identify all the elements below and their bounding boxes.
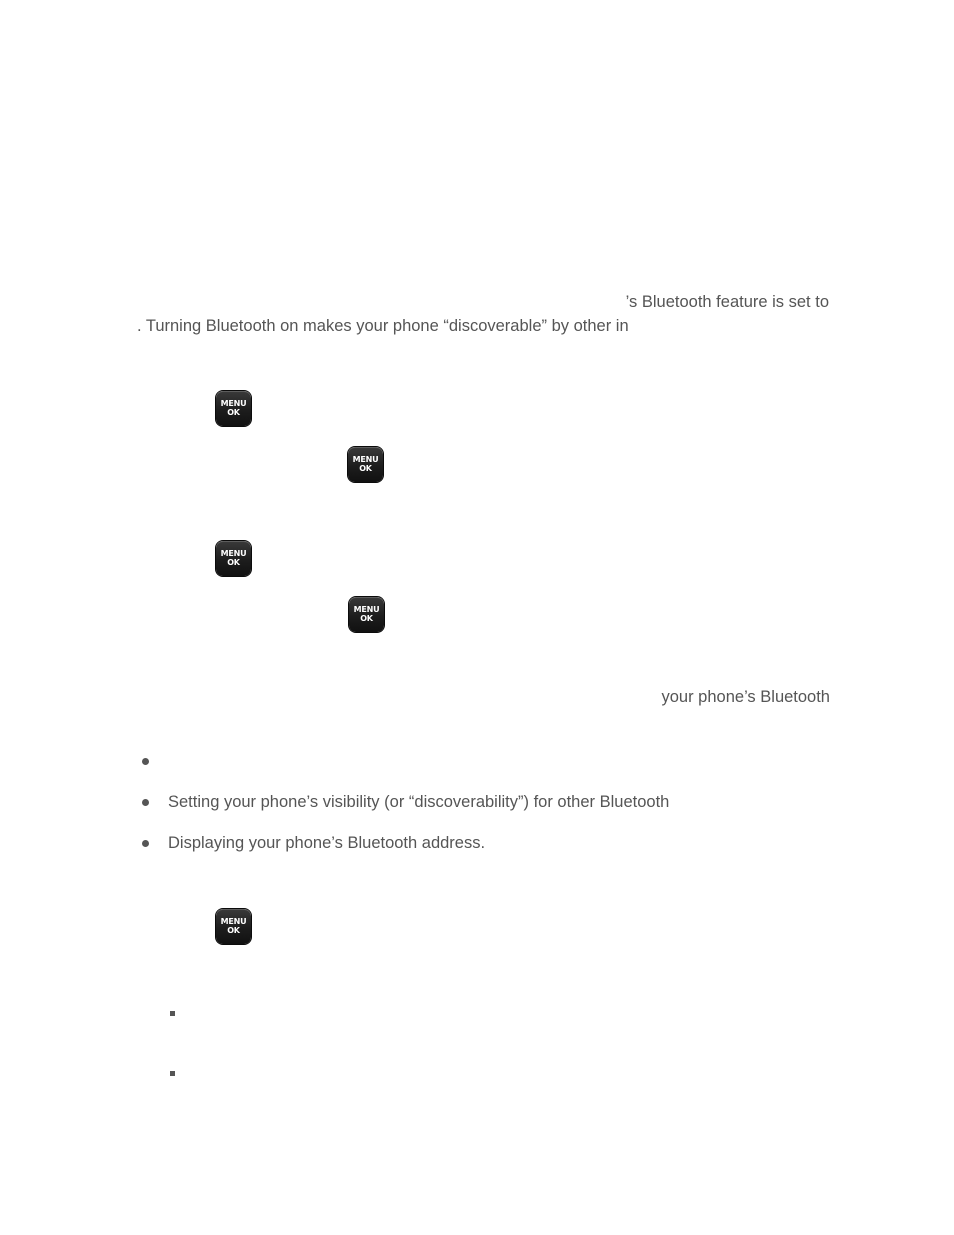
menu-ok-key-bottom-label: OK xyxy=(227,407,240,417)
bullet-item-text: Setting your phone’s visibility (or “discoverability”) for other Bluetooth xyxy=(168,793,670,811)
bullet-dot-icon xyxy=(142,758,149,765)
bullet-dot-icon xyxy=(142,799,149,806)
menu-ok-key-top-label: MENU xyxy=(220,917,247,926)
menu-ok-key-top-label: MENU xyxy=(353,605,380,614)
menu-ok-key-top-label: MENU xyxy=(352,455,379,464)
menu-ok-key-icon xyxy=(216,541,251,576)
bullet-item-text: Displaying your phone’s Bluetooth address. xyxy=(168,834,486,852)
menu-ok-key-icon xyxy=(349,597,384,632)
menu-ok-key-bottom-label: OK xyxy=(359,463,372,473)
intro-line-2: . Turning Bluetooth on makes your phone “discoverable” by other in xyxy=(137,317,629,335)
info-line: your phone’s Bluetooth xyxy=(661,688,830,706)
menu-ok-key-icon xyxy=(216,909,251,944)
menu-ok-key-bottom-label: OK xyxy=(360,613,373,623)
menu-ok-key-icon xyxy=(348,447,383,482)
sub-bullet-square-icon xyxy=(170,1071,175,1076)
intro-line-1: ’s Bluetooth feature is set to xyxy=(625,293,829,311)
menu-ok-key-icon xyxy=(216,391,251,426)
sub-bullet-square-icon xyxy=(170,1011,175,1016)
menu-ok-key-top-label: MENU xyxy=(220,399,247,408)
menu-ok-key-top-label: MENU xyxy=(220,549,247,558)
menu-ok-key-bottom-label: OK xyxy=(227,557,240,567)
menu-ok-key-bottom-label: OK xyxy=(227,925,240,935)
bullet-dot-icon xyxy=(142,840,149,847)
